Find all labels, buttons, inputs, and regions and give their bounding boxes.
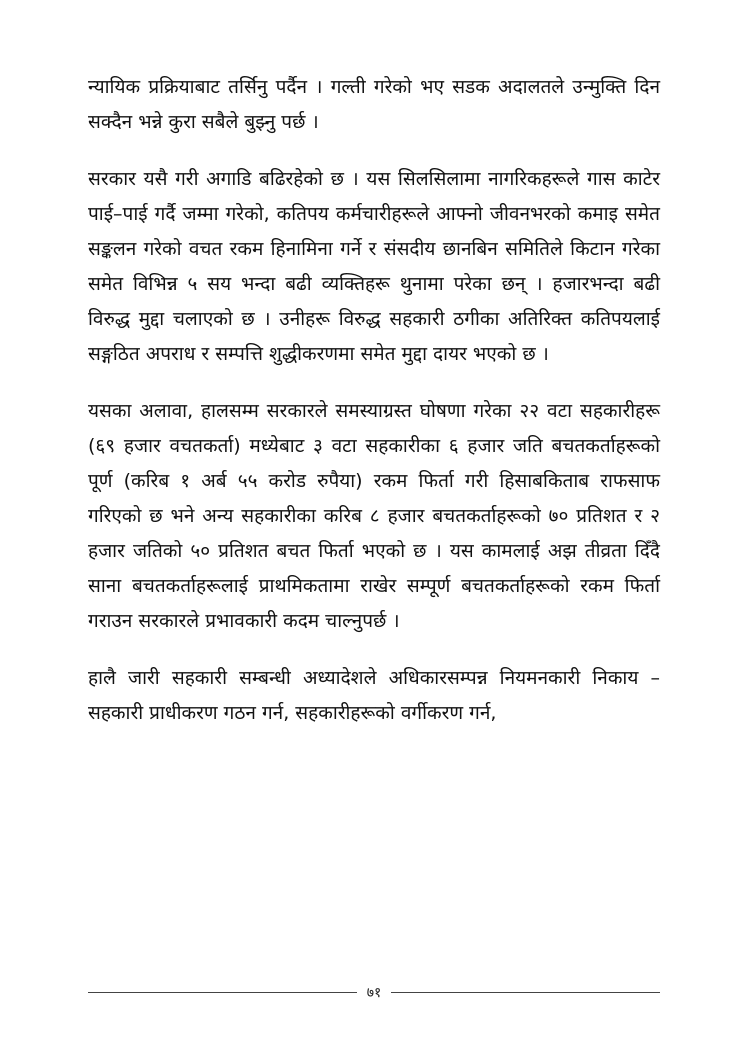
paragraph-savings-refund: यसका अलावा, हालसम्म सरकारले समस्याग्रस्त घोषणा गरेका २२ वटा सहकारीहरू (६९ हजार वचतकर्ता) मध्येबाट ३ वटा सहकारीका ६ हजार जति बचतकर्ताहरूको पूर्ण (करिब १ अर्ब ५५ करोड रुपैया) रकम फिर्ता गरी हिसाबकिताब राफसाफ गरिएको छ भने अन्य सहकारीका करिब ८ हजार बचतकर्ताहरूको ७० प्रतिशत र २ हजार जतिको ५० प्रतिशत बचत फिर्ता भएको छ । यस कामलाई अझ तीव्रता दिँदै साना बचतकर्ताहरूलाई प्राथमिकतामा राखेर सम्पूर्ण बचतकर्ताहरूको रकम फिर्ता गराउन सरकारले प्रभावकारी कदम चाल्नुपर्छ । [88,400,660,632]
paragraph-judicial-process: न्यायिक प्रक्रियाबाट तर्सिनु पर्दैन । गल्ती गरेको भए सडक अदालतले उन्मुक्ति दिन सक्दैन भन्ने कुरा सबैले बुझ्नु पर्छ । [88,76,660,133]
footer-rule-left [88,992,357,993]
page-body [88,70,660,753]
paragraph-government-action: सरकार यसै गरी अगाडि बढिरहेको छ । यस सिलसिलामा नागरिकहरूले गास काटेर पाई–पाई गर्दै जम्मा गरेको, कतिपय कर्मचारीहरूले आफ्नो जीवनभरको कमाइ समेत सङ्कलन गरेको वचत रकम हिनामिना गर्ने र संसदीय छानबिन समितिले किटान गरेका समेत विभिन्न ५ सय भन्दा बढी व्यक्तिहरू थुनामा परेका छन् । हजारभन्दा बढी विरुद्ध मुद्दा चलाएको छ । उनीहरू विरुद्ध सहकारी ठगीका अतिरिक्त कतिपयलाई सङ्गठित अपराध र सम्पत्ति शुद्धीकरणमा समेत मुद्दा दायर भएको छ । [88,168,660,365]
page-number: ७१ [366,984,382,1001]
page-footer [88,980,660,1004]
footer-rule-right [391,992,660,993]
paragraph-cooperative-ordinance: हालै जारी सहकारी सम्बन्धी अध्यादेशले अधिकारसम्पन्न नियमनकारी निकाय – सहकारी प्राधीकरण गठन गर्न, सहकारीहरूको वर्गीकरण गर्न, [88,667,660,724]
